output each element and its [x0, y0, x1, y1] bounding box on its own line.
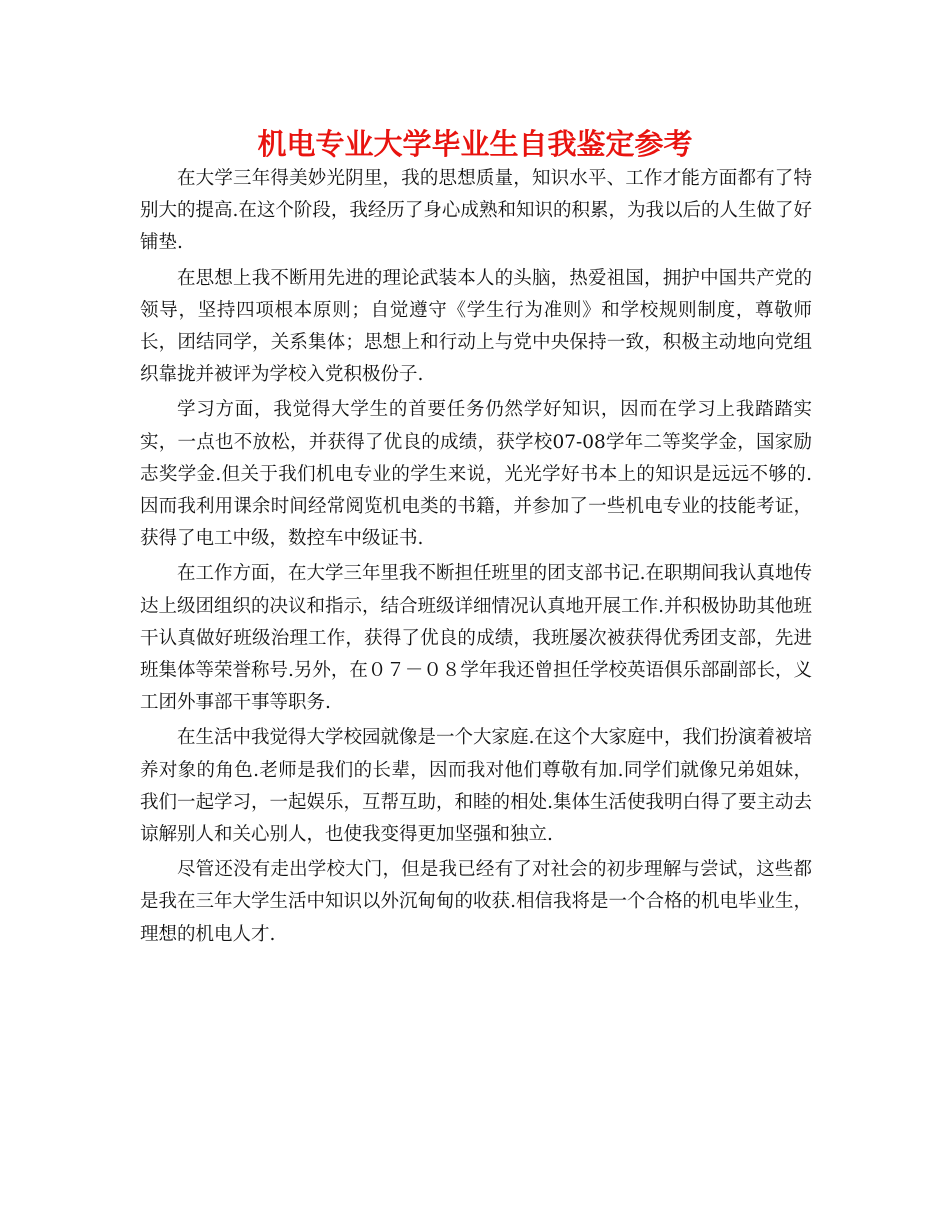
document-body — [140, 163, 812, 954]
paragraph-4: 在工作方面，在大学三年里我不断担任班里的团支部书记.在职期间我认真地传达上级团组织的决议和指示，结合班级详细情况认真地开展工作.并积极协助其他班干认真做好班级治理工作，获得了优良的成绩，我班屡次被获得优秀团支部，先进班集体等荣誉称号.另外，在０７－０８学年我还曾担任学校英语俱乐部副部长，义工团外事部干事等职务. — [140, 563, 812, 714]
paragraph-2: 在思想上我不断用先进的理论武装本人的头脑，热爱祖国，拥护中国共产党的领导，坚持四项根本原则；自觉遵守《学生行为准则》和学校规则制度，尊敬师长，团结同学，关系集体；思想上和行动上与党中央保持一致，积极主动地向党组织靠拢并被评为学校入党积极份子. — [140, 267, 812, 386]
paragraph-3: 学习方面，我觉得大学生的首要任务仍然学好知识，因而在学习上我踏踏实实，一点也不放松，并获得了优良的成绩，获学校07-08学年二等奖学金，国家励志奖学金.但关于我们机电专业的学生来说，光光学好书本上的知识是远远不够的.因而我利用课余时间经常阅览机电类的书籍，并参加了一些机电专业的技能考证，获得了电工中级，数控车中级证书. — [140, 399, 812, 550]
document-title: 机电专业大学毕业生自我鉴定参考 — [257, 127, 693, 161]
paragraph-6: 尽管还没有走出学校大门，但是我已经有了对社会的初步理解与尝试，这些都是我在三年大学生活中知识以外沉甸甸的收获.相信我将是一个合格的机电毕业生，理想的机电人才. — [140, 859, 812, 945]
paragraph-5: 在生活中我觉得大学校园就像是一个大家庭.在这个大家庭中，我们扮演着被培养对象的角色.老师是我们的长辈，因而我对他们尊敬有加.同学们就像兄弟姐妹，我们一起学习，一起娱乐，互帮互助，和睦的相处.集体生活使我明白得了要主动去谅解别人和关心别人，也使我变得更加坚强和独立. — [140, 727, 812, 846]
paragraph-1: 在大学三年得美妙光阴里，我的思想质量，知识水平、工作才能方面都有了特别大的提高.在这个阶段，我经历了身心成熟和知识的积累，为我以后的人生做了好铺垫. — [140, 168, 812, 254]
